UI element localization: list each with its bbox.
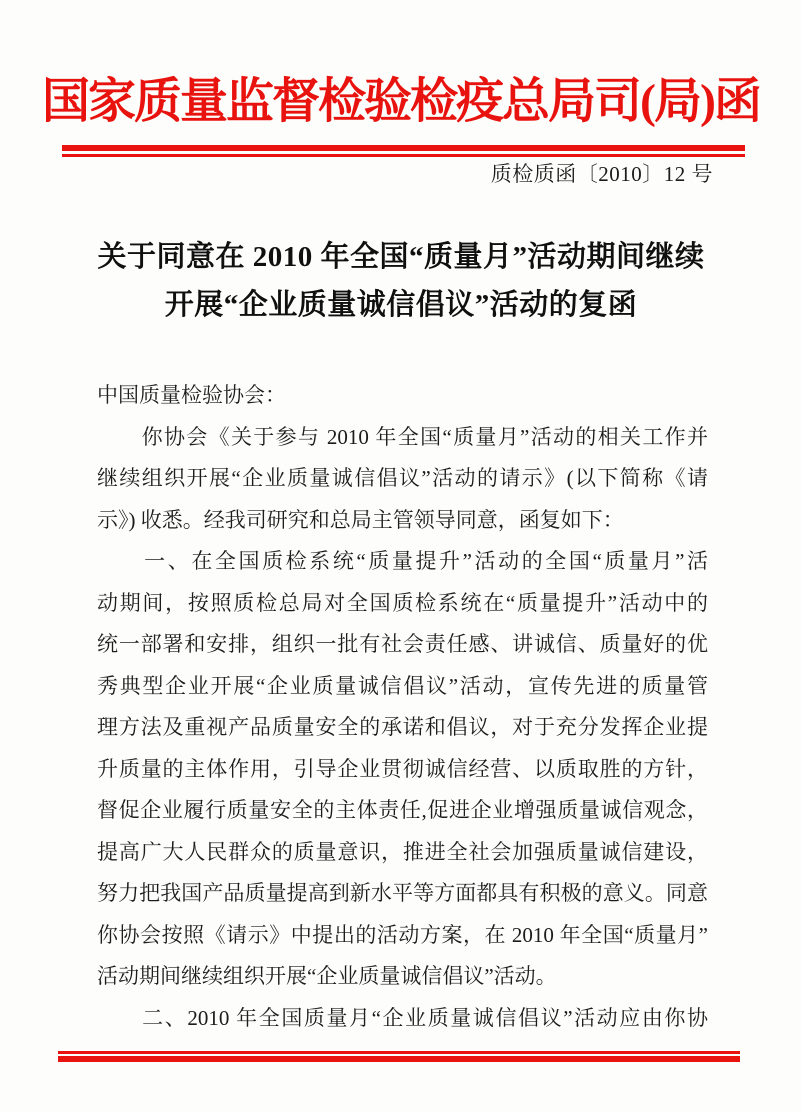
letterhead-rule-thin — [62, 154, 745, 157]
body-line: 一、在全国质检系统“质量提升”活动的全国“质量月”活 — [97, 549, 708, 573]
subject-title — [0, 233, 802, 329]
body-line: 理方法及重视产品质量安全的承诺和倡议，对于充分发挥企业提 — [97, 715, 708, 739]
footer-rule-thick — [58, 1056, 740, 1062]
body-line: 督促企业履行质量安全的主体责任,促进企业增强质量诚信观念， — [97, 798, 708, 822]
body-line: 你协会按照《请示》中提出的活动方案，在 2010 年全国“质量月” — [97, 922, 708, 947]
body-line: 统一部署和安排，组织一批有社会责任感、讲诚信、质量好的优 — [97, 632, 708, 656]
doc-number: 质检质函〔2010〕12 号 — [490, 162, 713, 186]
body-line: 提高广大人民群众的质量意识，推进全社会加强质量诚信建设， — [97, 839, 708, 864]
body-line: 示》) 收悉。经我司研究和总局主管领导同意，函复如下： — [97, 507, 624, 532]
footer-rule-thin — [58, 1051, 740, 1054]
body-line: 二、2010 年全国质量月“企业质量诚信倡议”活动应由你协 — [97, 1005, 708, 1030]
body-line: 秀典型企业开展“企业质量诚信倡议”活动，宣传先进的质量管 — [97, 673, 708, 698]
body-line: 努力把我国产品质量提高到新水平等方面都具有积极的意义。同意 — [97, 881, 708, 905]
subject-title-line-1: 关于同意在 2010 年全国“质量月”活动期间继续 — [97, 241, 705, 273]
body-line: 动期间，按照质检总局对全国质检系统在“质量提升”活动中的 — [97, 590, 708, 615]
recipient-line: 中国质量检验协会： — [97, 383, 286, 407]
body-line: 活动期间继续组织开展“企业质量诚信倡议”活动。 — [97, 964, 557, 988]
letter-body — [97, 375, 708, 1039]
letterhead-rule-thick — [62, 145, 745, 151]
letterhead-org-title: 国家质量监督检验检疫总局司(局)函 — [42, 75, 760, 128]
body-line: 升质量的主体作用，引导企业贯彻诚信经营、以质取胜的方针， — [97, 756, 708, 781]
subject-title-line-2: 开展“企业质量诚信倡议”活动的复函 — [164, 289, 638, 321]
body-line: 你协会《关于参与 2010 年全国“质量月”活动的相关工作并 — [97, 424, 708, 449]
body-line: 继续组织开展“企业质量诚信倡议”活动的请示》(以下简称《请 — [97, 466, 708, 490]
